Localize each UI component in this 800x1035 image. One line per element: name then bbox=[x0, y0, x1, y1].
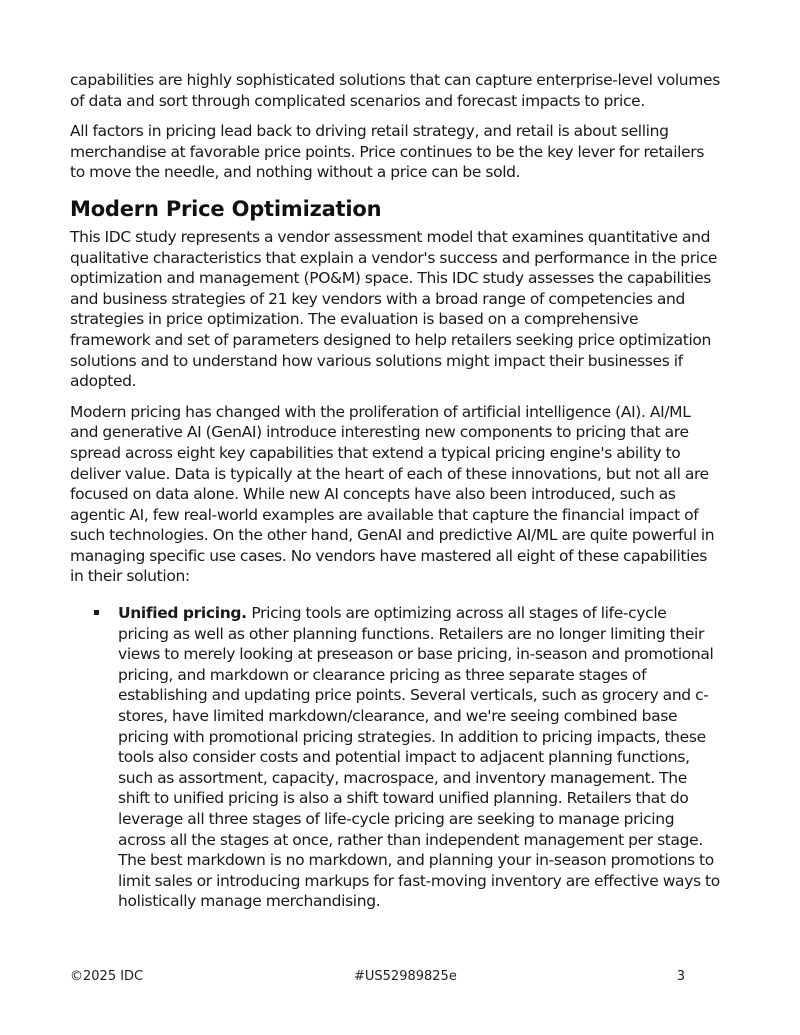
section-heading: Modern Price Optimization bbox=[70, 196, 382, 221]
body-paragraph: Modern pricing has changed with the proliferation of artificial intelligence (AI). AI/ML and generative AI (GenAI) introduce interesting new components to pricing that are spread across eight key capabilities that extend a typical pricing engine's ability to deliver value. Data is typically at the heart of each of these innovations, but not all are focused on data alone. While new AI concepts have also been introduced, such as agentic AI, few real-world examples are available that capture the financial impact of such technologies. On the other hand, GenAI and predictive AI/ML are quite powerful in managing specific use cases. No vendors have mastered all eight of these capabilities in their solution: bbox=[70, 402, 715, 586]
page-footer bbox=[70, 968, 685, 986]
list-item-text: Pricing tools are optimizing across all stages of life-cycle pricing as well as other planning functions. Retailers are no longer limiting their views to merely looking at preseason or base pricing, in-season and promotional pricing, and markdown or clearance pricing as three separate stages of establishing and updating price points. Several verticals, such as grocery and c-stores, have limited markdown/clearance, and we're seeing combined base pricing with promotional pricing strategies. In addition to pricing impacts, these tools also consider costs and potential impact to adjacent planning functions, such as assortment, capacity, macrospace, and inventory management. The shift to unified pricing is also a shift toward unified planning. Retailers that do leverage all three stages of life-cycle pricing are seeking to manage pricing across all the stages at once, rather than independent management per stage. The best markdown is no markdown, and planning your in-season promotions to limit sales or introducing markups for fast-moving inventory are effective ways to holistically manage merchandising. bbox=[118, 604, 720, 911]
body-paragraph: This IDC study represents a vendor assessment model that examines quantitative and qualitative characteristics that explain a vendor's success and performance in the price optimization and management (PO&M) space. This IDC study assesses the capabilities and business strategies of 21 key vendors with a broad range of competencies and strategies in price optimization. The evaluation is based on a comprehensive framework and set of parameters designed to help retailers seeking price optimization solutions and to understand how various solutions might impact their businesses if adopted. bbox=[70, 227, 718, 391]
capabilities-list bbox=[70, 603, 720, 912]
footer-copyright: ©2025 IDC bbox=[70, 969, 144, 984]
body-paragraph: All factors in pricing lead back to driving retail strategy, and retail is about selling merchandise at favorable price points. Price continues to be the key lever for retailers to move the needle, and nothing without a price can be sold. bbox=[70, 122, 705, 182]
square-bullet-icon bbox=[94, 610, 99, 615]
footer-page-number: 3 bbox=[676, 969, 685, 984]
body-paragraph: capabilities are highly sophisticated solutions that can capture enterprise-level volumes of data and sort through complicated scenarios and forecast impacts to price. bbox=[70, 71, 720, 110]
list-item-lead: Unified pricing. bbox=[118, 604, 252, 623]
footer-document-id: #US52989825e bbox=[354, 969, 457, 984]
list-item bbox=[70, 603, 720, 912]
document-page bbox=[70, 70, 720, 912]
